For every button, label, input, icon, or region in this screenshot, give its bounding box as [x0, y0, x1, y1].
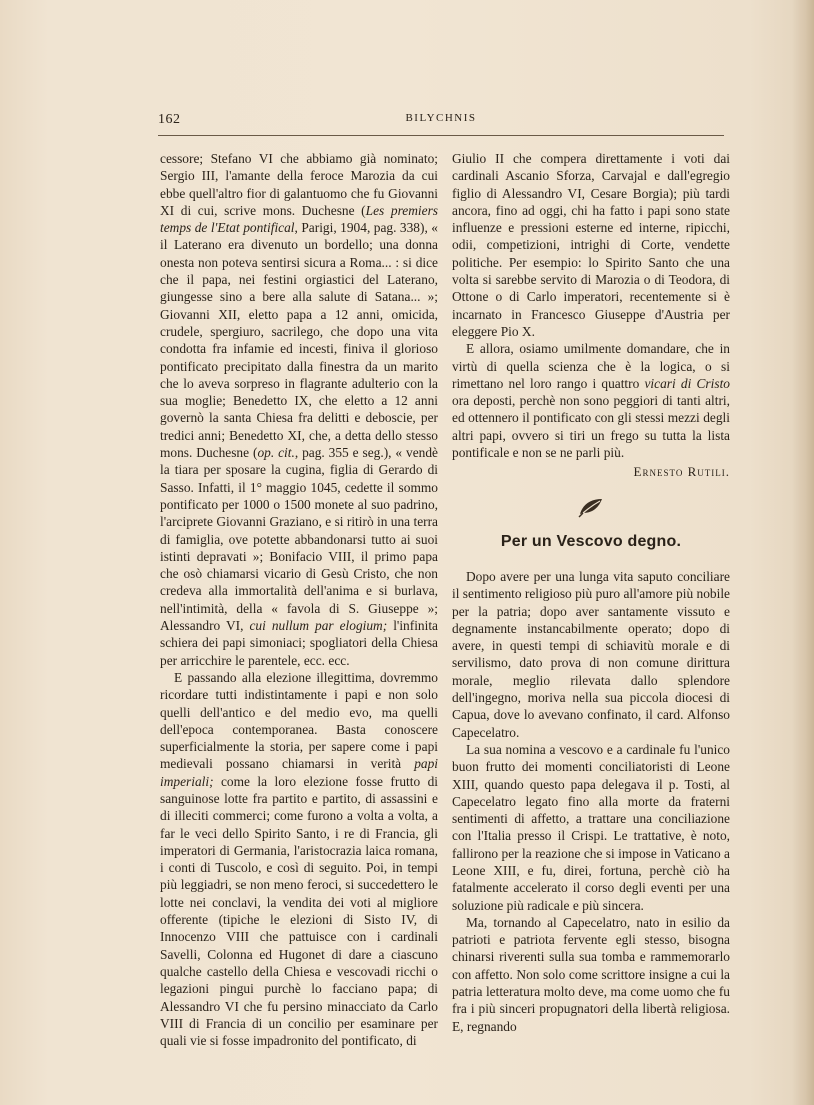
right-column	[452, 150, 730, 1035]
italic-phrase: papi imperiali;	[160, 756, 438, 789]
article-title: Per un Vescovo degno.	[500, 532, 682, 550]
text-run: , Parigi, 1904, pag. 338), « il Laterano era divenuto un bordello; una donna onesta non poteva sentirsi sicura a Roma... : si dice che il papa, nei festini orgiastici del Laterano, giungesse sino a bere alla salute di Satana... »; Giovanni XII, eletto papa a 12 anni, omicida, crudele, spergiuro, sacrilego, che dopo una vita condotta fra infamie ed incesti, finiva il glorioso pontificato precipitato dalla finestra da un marito che lo aveva sorpreso in flagrante adulterio con la sua moglie; Benedetto IX, che eletto a 12 anni governò la santa Chiesa fra delitti e deboscie, per tredici anni; Benedetto XI, che, a detta dello stesso mons. Duchesne (	[160, 220, 438, 461]
page-number: 162	[158, 112, 181, 127]
paragraph	[160, 150, 438, 669]
left-column	[160, 150, 438, 1049]
text-run: ora deposti, perchè non sono peggiori di tanti altri, ed ottennero il pontificato con gli stessi mezzi degli altri papi, ovvero si tiri un frego su tutta la lista pontificale e non se ne parli più.	[452, 393, 730, 461]
text-run: , pag. 355 e seg.), « vendè la tiara per sposare la cugina, figlia di Gerardo di Sasso. Infatti, il 1° maggio 1045, cedette il sommo pontificato per 1000 o 1500 monete al suo padrino, l'arciprete Giovanni Graziano, e si ritirò in una terra di famiglia, ove potette abbandonarsi tutto ai suoi istinti depravati »; Bonifacio VIII, il primo papa che osò chiamarsi vicario di Gesù Cristo, che non credeva alla immortalità dell'anima e si burlava, nell'intimità, della « favola di S. Giuseppe »; Alessandro VI,	[160, 445, 438, 634]
text-run: come la loro elezione fosse frutto di sanguinose lotte fra partito e partito, di assassini e di illeciti commerci; come furono a volta a volta, a far le veci dello Spirito Santo, i re di Francia, gli imperatori di Germania, l'aristocrazia laica romana, i conti di Tuscolo, e così di seguito. Poi, in tempi più leggiadri, se non meno feroci, si succedettero le lotte nei conclavi, la vendita dei voti al migliore offerente (tipiche le elezioni di Sisto IV, di Innocenzo VIII che pattuisce con i cardinali Savelli, Colonna ed Hugonet di dare a ciascuno qualche castello della Chiesa e vescovadi ricchi o legazioni pingui purchè lo facciano papa; di Alessandro VI che fu persino minacciato da Carlo VIII di Francia di un concilio per esaminare per quali vie si fosse impadronito del pontificato, di	[160, 773, 438, 1049]
text-run: E passando alla elezione illegittima, dovremmo ricordare tutti indistintamente i papi e non solo quelli dell'antico e del medio evo, ma quelli dell'epoca contemporanea. Basta conoscere superficialmente la storia, per sapere come i papi medievali possano chiamarsi in verità	[160, 669, 438, 772]
text-run: E allora, osiamo umilmente domandare, che in virtù di quella scienza che è la logica, o si rimettano nel loro rango i quattro	[452, 341, 730, 391]
paragraph	[452, 340, 730, 461]
page-header	[158, 112, 724, 134]
header-rule	[158, 135, 724, 136]
paragraph: Dopo avere per una lunga vita saputo conciliare il sentimento religioso più puro all'amore più nobile per la patria; dopo aver santamente vissuto e degnamente instancabilmente operato; dopo di avere, in questi tempi di schiavitù morale e di servilismo, dato prova di non comune dirittura morale, meglio rilevata dallo splendore dell'ingegno, moriva nella sua piccola diocesi di Capua, dove lo avevano confinato, il card. Alfonso Capecelatro.	[452, 568, 730, 740]
page-edge	[792, 0, 814, 1105]
text-run: l'infinita schiera dei papi simoniaci; spogliatori della Chiesa per arricchire le parentele, ecc. ecc.	[160, 618, 438, 668]
running-title: BILYCHNIS	[405, 112, 477, 124]
paragraph	[160, 669, 438, 1050]
leaf-ornament-icon	[577, 495, 605, 519]
paragraph: La sua nomina a vescovo e a cardinale fu l'unico buon frutto dei momenti conciliatoristi di Leone XIII, quando questo papa delegava il p. Tosti, al Capecelatro legato fino alla morte da fraterni sentimenti di affetto, a trattare una conciliazione con l'Italia presso il Crispi. Le trattative, è noto, fallirono per la reazione che si impose in Vaticano a Leone XIII, e fu, direi, fortuna, perchè ciò ha fatalmente accelerato il corso degli eventi per una soluzione più radicale e più sincera.	[452, 741, 730, 913]
paragraph: Giulio II che compera direttamente i voti dai cardinali Ascanio Sforza, Carvajal e dall'egregio figlio di Alessandro VI, Cesare Borgia); più tardi ancora, fino ad oggi, chi ha fatto i papi sono state influenze e pressioni esterne ed interne, ripicchi, odii, competizioni, intrighi di Corte, vendette politiche. Per esempio: lo Spirito Santo che una volta si sarebbe servito di Marozia o di Teodora, di Ottone o di Carlo imperatori, recentemente si è incarnato in Francesco Giuseppe d'Austria per eleggere Pio X.	[452, 151, 730, 339]
italic-phrase: vicari di Cristo	[644, 375, 730, 391]
paragraph: Ma, tornando al Capecelatro, nato in esilio da patrioti e patriota fervente egli stesso, bisogna chinarsi riverenti sulla sua tomba e rammemorarlo con affetto. Non solo come scrittore insigne a cui la patria letteratura molto deve, ma come uomo che fu fra i più sinceri propugnatori della libertà religiosa. E, regnando	[452, 914, 730, 1034]
author-signature: Ernesto Rutili.	[633, 464, 730, 480]
text-run: cessore; Stefano VI che abbiamo già nominato; Sergio III, l'amante della feroce Marozia da cui ebbe quell'altro fior di galantuomo che fu Giovanni XI di cui, scrive mons. Duchesne (	[160, 151, 438, 218]
citation: op. cit.	[257, 445, 295, 461]
latin-quote: cui nullum par elogium;	[249, 618, 388, 634]
citation: Les premiers temps de l'Etat pontifical	[160, 202, 439, 236]
